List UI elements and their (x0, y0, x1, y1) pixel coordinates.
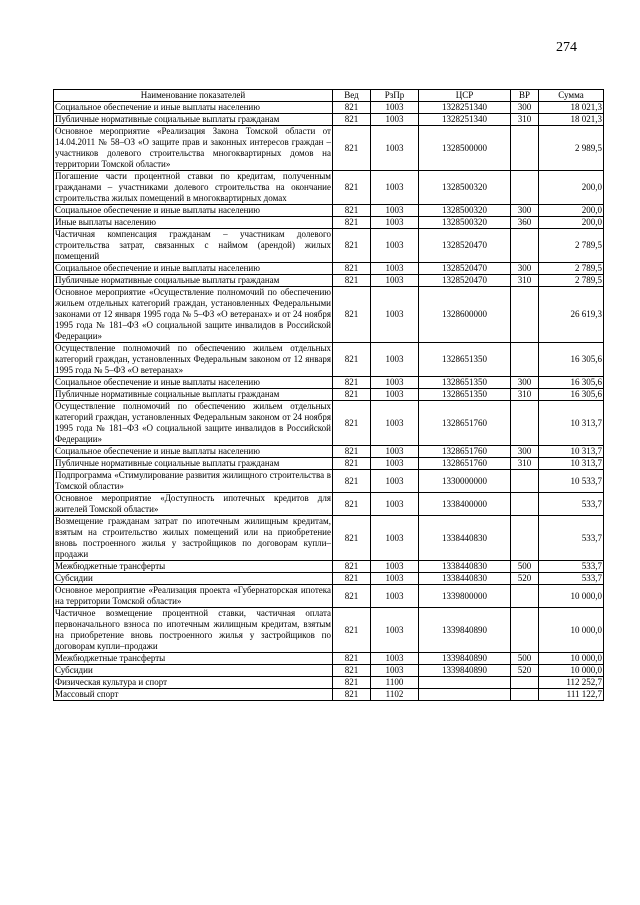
cell-ved: 821 (333, 653, 371, 665)
cell-csr (419, 677, 511, 689)
table-row (54, 493, 604, 516)
cell-csr: 1339840890 (419, 665, 511, 677)
cell-csr: 1328500320 (419, 205, 511, 217)
cell-sum: 16 305,6 (539, 389, 604, 401)
header-sum: Сумма (539, 90, 604, 102)
table-row (54, 229, 604, 263)
cell-ved: 821 (333, 608, 371, 653)
header-csr: ЦСР (419, 90, 511, 102)
cell-rzpr: 1003 (371, 126, 419, 171)
cell-vr (511, 126, 539, 171)
cell-rzpr: 1003 (371, 585, 419, 608)
cell-name: Межбюджетные трансферты (54, 653, 333, 665)
table-row (54, 585, 604, 608)
cell-name: Социальное обеспечение и иные выплаты населению (54, 263, 333, 275)
cell-csr: 1328520470 (419, 229, 511, 263)
cell-name: Иные выплаты населению (54, 217, 333, 229)
cell-rzpr: 1003 (371, 401, 419, 446)
cell-name: Публичные нормативные социальные выплаты гражданам (54, 389, 333, 401)
cell-vr (511, 171, 539, 205)
cell-vr (511, 608, 539, 653)
cell-sum: 533,7 (539, 516, 604, 561)
cell-csr: 1328520470 (419, 275, 511, 287)
cell-vr: 520 (511, 665, 539, 677)
cell-name: Физическая культура и спорт (54, 677, 333, 689)
cell-ved: 821 (333, 573, 371, 585)
cell-vr: 310 (511, 275, 539, 287)
cell-vr (511, 516, 539, 561)
cell-rzpr: 1003 (371, 217, 419, 229)
cell-vr (511, 401, 539, 446)
cell-csr: 1339840890 (419, 653, 511, 665)
cell-vr: 520 (511, 573, 539, 585)
cell-rzpr: 1003 (371, 229, 419, 263)
cell-ved: 821 (333, 229, 371, 263)
header-ved: Вед (333, 90, 371, 102)
cell-rzpr: 1003 (371, 493, 419, 516)
cell-name: Публичные нормативные социальные выплаты гражданам (54, 458, 333, 470)
cell-name: Основное мероприятие «Доступность ипотечных кредитов для жителей Томской области» (55, 493, 331, 514)
cell-rzpr: 1003 (371, 665, 419, 677)
table-row (54, 446, 604, 458)
cell-sum: 10 313,7 (539, 401, 604, 446)
cell-ved: 821 (333, 446, 371, 458)
cell-csr: 1328251340 (419, 114, 511, 126)
cell-rzpr: 1003 (371, 114, 419, 126)
cell-sum: 533,7 (539, 493, 604, 516)
cell-csr: 1328520470 (419, 263, 511, 275)
cell-ved: 821 (333, 205, 371, 217)
cell-ved: 821 (333, 126, 371, 171)
table-row (54, 217, 604, 229)
table-row (54, 389, 604, 401)
cell-csr: 1328651760 (419, 446, 511, 458)
cell-vr: 310 (511, 389, 539, 401)
cell-rzpr: 1003 (371, 389, 419, 401)
table-row (54, 263, 604, 275)
cell-sum: 10 000,0 (539, 653, 604, 665)
cell-rzpr: 1003 (371, 573, 419, 585)
cell-name: Основное мероприятие «Реализация проекта «Губернаторская ипотека на территории Томской области» (55, 585, 331, 606)
cell-ved: 821 (333, 493, 371, 516)
cell-sum: 18 021,3 (539, 102, 604, 114)
cell-name: Подпрограмма «Стимулирование развития жилищного строительства в Томской области» (55, 470, 331, 491)
table-row (54, 665, 604, 677)
table-row (54, 608, 604, 653)
cell-name: Погашение части процентной ставки по кредитам, полученным гражданами – участниками долевого строительства на окончание строительства жилых помещений в многоквартирных домах (55, 171, 331, 203)
cell-sum: 26 619,3 (539, 287, 604, 343)
cell-rzpr: 1003 (371, 102, 419, 114)
cell-vr: 310 (511, 458, 539, 470)
cell-sum: 10 000,0 (539, 585, 604, 608)
cell-vr: 300 (511, 446, 539, 458)
cell-rzpr: 1003 (371, 458, 419, 470)
cell-rzpr: 1003 (371, 516, 419, 561)
header-vr: ВР (511, 90, 539, 102)
cell-name: Массовый спорт (54, 689, 333, 701)
cell-ved: 821 (333, 677, 371, 689)
cell-rzpr: 1102 (371, 689, 419, 701)
cell-vr: 300 (511, 263, 539, 275)
page-number: 274 (556, 40, 577, 55)
cell-rzpr: 1003 (371, 561, 419, 573)
cell-csr: 1328500320 (419, 171, 511, 205)
cell-vr (511, 229, 539, 263)
cell-ved: 821 (333, 585, 371, 608)
cell-sum: 10 313,7 (539, 446, 604, 458)
cell-ved: 821 (333, 275, 371, 287)
cell-sum: 111 122,7 (539, 689, 604, 701)
table-row (54, 377, 604, 389)
cell-vr (511, 493, 539, 516)
table-row (54, 401, 604, 446)
cell-rzpr: 1003 (371, 470, 419, 493)
cell-name: Социальное обеспечение и иные выплаты населению (54, 446, 333, 458)
cell-sum: 533,7 (539, 561, 604, 573)
cell-name: Основное мероприятие «Осуществление полномочий по обеспечению жильем отдельных категорий граждан, установленных Федеральными законами от 12 января 1995 года № 5–ФЗ «О ветеранах» и от 24 ноября 1995 года № 181–ФЗ «О социальной защите инвалидов в Российской Федерации» (55, 287, 331, 341)
cell-name: Частичное возмещение процентной ставки, частичная оплата первоначального взноса по ипотечным жилищным кредитам, взятым на приобретение вновь построенного жилья у застройщиков по договорам купли–продажи (55, 608, 331, 651)
cell-vr (511, 677, 539, 689)
cell-rzpr: 1003 (371, 275, 419, 287)
cell-name: Социальное обеспечение и иные выплаты населению (54, 377, 333, 389)
table-row (54, 653, 604, 665)
cell-ved: 821 (333, 217, 371, 229)
cell-csr: 1339800000 (419, 585, 511, 608)
table-row (54, 458, 604, 470)
cell-rzpr: 1100 (371, 677, 419, 689)
cell-rzpr: 1003 (371, 287, 419, 343)
cell-name: Осуществление полномочий по обеспечению жильем отдельных категорий граждан, установленных Федеральным законом от 12 января 1995 года № 5–ФЗ «О ветеранах» (55, 343, 331, 375)
cell-csr: 1338400000 (419, 493, 511, 516)
cell-ved: 821 (333, 401, 371, 446)
table-row (54, 126, 604, 171)
table-row (54, 287, 604, 343)
cell-csr: 1328651350 (419, 377, 511, 389)
cell-vr (511, 585, 539, 608)
cell-name: Субсидии (54, 665, 333, 677)
cell-ved: 821 (333, 689, 371, 701)
cell-csr: 1328500320 (419, 217, 511, 229)
cell-rzpr: 1003 (371, 446, 419, 458)
table-row (54, 275, 604, 287)
cell-csr: 1328651760 (419, 401, 511, 446)
cell-name: Межбюджетные трансферты (54, 561, 333, 573)
table-row (54, 677, 604, 689)
cell-name: Частичная компенсация гражданам – участникам долевого строительства затрат, связанных с наймом (арендой) жилых помещений (55, 229, 331, 261)
cell-name: Публичные нормативные социальные выплаты гражданам (54, 114, 333, 126)
cell-rzpr: 1003 (371, 608, 419, 653)
cell-sum: 16 305,6 (539, 377, 604, 389)
cell-csr: 1330000000 (419, 470, 511, 493)
cell-vr: 300 (511, 102, 539, 114)
cell-ved: 821 (333, 389, 371, 401)
header-rzpr: РзПр (371, 90, 419, 102)
cell-ved: 821 (333, 343, 371, 377)
cell-name: Осуществление полномочий по обеспечению жильем отдельных категорий граждан, установленных Федеральным законом от 24 ноября 1995 года № 181–ФЗ «О социальной защите инвалидов в Российской Федерации» (55, 401, 331, 444)
cell-sum: 10 000,0 (539, 608, 604, 653)
cell-csr: 1338440830 (419, 516, 511, 561)
cell-ved: 821 (333, 516, 371, 561)
table-row (54, 561, 604, 573)
cell-ved: 821 (333, 377, 371, 389)
table-row (54, 343, 604, 377)
cell-ved: 821 (333, 458, 371, 470)
cell-sum: 533,7 (539, 573, 604, 585)
table-header-row (54, 90, 604, 102)
table-row (54, 689, 604, 701)
cell-sum: 10 533,7 (539, 470, 604, 493)
cell-rzpr: 1003 (371, 343, 419, 377)
cell-name: Социальное обеспечение и иные выплаты населению (54, 102, 333, 114)
cell-name: Основное мероприятие «Реализация Закона Томской области от 14.04.2011 № 58–ОЗ «О защите прав и законных интересов граждан – участников долевого строительства многоквартирных домов на территории Томской области» (55, 126, 331, 169)
cell-csr: 1328500000 (419, 126, 511, 171)
cell-sum: 2 789,5 (539, 229, 604, 263)
cell-sum: 2 789,5 (539, 275, 604, 287)
table-row (54, 516, 604, 561)
budget-table (53, 89, 604, 701)
cell-rzpr: 1003 (371, 263, 419, 275)
cell-csr: 1328651350 (419, 343, 511, 377)
cell-ved: 821 (333, 561, 371, 573)
table-row (54, 102, 604, 114)
cell-csr: 1338440830 (419, 573, 511, 585)
cell-sum: 16 305,6 (539, 343, 604, 377)
cell-sum: 200,0 (539, 205, 604, 217)
cell-csr: 1338440830 (419, 561, 511, 573)
cell-sum: 18 021,3 (539, 114, 604, 126)
cell-csr: 1328651760 (419, 458, 511, 470)
cell-vr (511, 470, 539, 493)
cell-rzpr: 1003 (371, 377, 419, 389)
cell-sum: 2 789,5 (539, 263, 604, 275)
cell-ved: 821 (333, 102, 371, 114)
cell-vr: 500 (511, 561, 539, 573)
cell-csr (419, 689, 511, 701)
cell-rzpr: 1003 (371, 171, 419, 205)
cell-sum: 112 252,7 (539, 677, 604, 689)
cell-ved: 821 (333, 171, 371, 205)
cell-sum: 2 989,5 (539, 126, 604, 171)
cell-csr: 1328651350 (419, 389, 511, 401)
table-row (54, 205, 604, 217)
cell-csr: 1339840890 (419, 608, 511, 653)
header-name: Наименование показателей (54, 90, 333, 102)
table-row (54, 470, 604, 493)
cell-vr: 300 (511, 205, 539, 217)
cell-sum: 200,0 (539, 217, 604, 229)
cell-vr (511, 689, 539, 701)
cell-sum: 200,0 (539, 171, 604, 205)
cell-ved: 821 (333, 287, 371, 343)
cell-ved: 821 (333, 263, 371, 275)
cell-vr: 500 (511, 653, 539, 665)
cell-vr: 300 (511, 377, 539, 389)
cell-sum: 10 313,7 (539, 458, 604, 470)
cell-ved: 821 (333, 470, 371, 493)
cell-name: Субсидии (54, 573, 333, 585)
table-row (54, 114, 604, 126)
cell-name: Публичные нормативные социальные выплаты гражданам (54, 275, 333, 287)
cell-ved: 821 (333, 114, 371, 126)
table-row (54, 171, 604, 205)
cell-csr: 1328600000 (419, 287, 511, 343)
cell-rzpr: 1003 (371, 205, 419, 217)
cell-vr: 360 (511, 217, 539, 229)
cell-ved: 821 (333, 665, 371, 677)
table-row (54, 573, 604, 585)
cell-csr: 1328251340 (419, 102, 511, 114)
cell-name: Социальное обеспечение и иные выплаты населению (54, 205, 333, 217)
cell-vr (511, 287, 539, 343)
cell-vr: 310 (511, 114, 539, 126)
cell-rzpr: 1003 (371, 653, 419, 665)
cell-name: Возмещение гражданам затрат по ипотечным жилищным кредитам, взятым на строительство жилых помещений или на приобретение вновь построенного жилья у застройщиков по договорам купли–продажи (55, 516, 331, 559)
cell-vr (511, 343, 539, 377)
cell-sum: 10 000,0 (539, 665, 604, 677)
